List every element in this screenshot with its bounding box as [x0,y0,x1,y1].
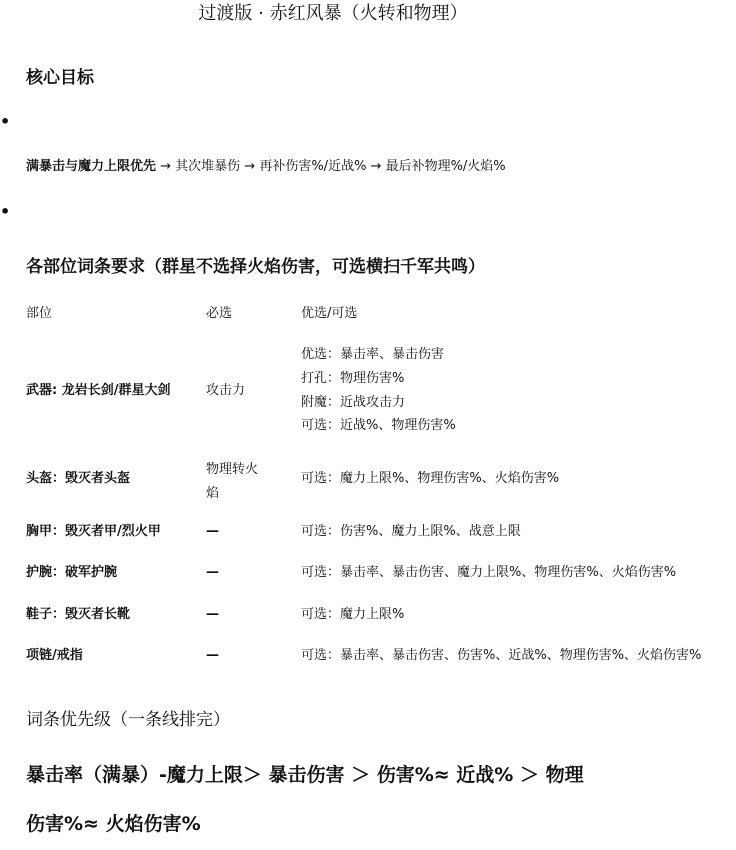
bullet-marker: • [0,112,11,131]
part-item: ：破军护腕 [52,565,118,580]
table-header-part: 部位 [26,306,53,321]
table-row-required: — [206,524,219,539]
part-name: 护腕 [26,565,53,580]
table-row-required: 攻击力 [206,383,246,398]
bullet-marker: • [0,202,11,221]
table-row-option: 可选：魔力上限% [301,607,405,622]
table-row-required: 物理转火焰 [206,462,259,501]
table-header-options: 优选/可选 [301,306,358,321]
table-row-option: 可选：近战%、物理伤害% [301,418,456,433]
part-item: ：毁灭者甲/烈火甲 [52,524,161,539]
part-name: 鞋子 [26,607,53,622]
section-heading-core: 核心目标 [26,68,94,88]
priority-line-1: 暴击率（满暴）-魔力上限＞ 暴击伤害 ＞ 伤害%≈ 近战% ＞ 物理 [26,764,584,786]
priority-line-2: 伤害%≈ 火焰伤害% [26,813,201,835]
section-heading-parts: 各部位词条要求（群星不选择火焰伤害，可选横扫千军共鸣） [26,257,485,277]
core-goal-rest: → 其次堆暴伤 → 再补伤害%/近战% → 最后补物理%/火焰% [156,159,506,174]
table-row-part [26,647,83,665]
section-heading-priority: 词条优先级（一条线排完） [26,710,230,730]
part-name: 项链/戒指 [26,648,83,663]
part-item: ：毁灭者长靴 [52,607,131,622]
table-row-option: 优选：暴击率、暴击伤害 [301,347,445,362]
page-title: 过渡版 · 赤红风暴（火转和物理） [198,3,468,24]
part-item: ：毁灭者头盔 [52,471,131,486]
table-row-option: 打孔：物理伤害% [301,371,405,386]
table-row-required: — [206,607,219,622]
table-row-required: — [206,648,219,663]
part-name: 头盔 [26,471,53,486]
table-row-part [26,564,117,582]
table-row-part [26,470,130,488]
core-goal-emphasis: 满暴击与魔力上限优先 [26,159,157,174]
part-item: : 龙岩长剑/群星大剑 [52,383,171,398]
core-goal-line [26,158,506,176]
table-row-part [26,523,161,541]
table-row-option: 可选：伤害%、魔力上限%、战意上限 [301,524,521,539]
part-name: 武器 [26,383,53,398]
table-row-part [26,382,171,400]
table-header-required: 必选 [206,306,233,321]
table-row-option: 可选：暴击率、暴击伤害、伤害%、近战%、物理伤害%、火焰伤害% [301,648,702,663]
table-row-option: 可选：暴击率、暴击伤害、魔力上限%、物理伤害%、火焰伤害% [301,565,677,580]
table-row-part [26,606,130,624]
table-row-required: — [206,565,219,580]
part-name: 胸甲 [26,524,53,539]
table-row-option: 可选：魔力上限%、物理伤害%、火焰伤害% [301,471,560,486]
table-row-option: 附魔：近战攻击力 [301,395,406,410]
